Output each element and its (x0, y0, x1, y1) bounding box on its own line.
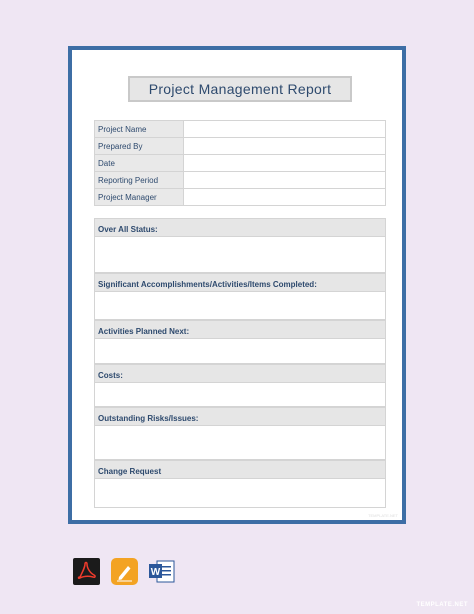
info-value-field[interactable] (184, 121, 386, 138)
info-label: Prepared By (95, 138, 184, 155)
section-heading: Significant Accomplishments/Activities/Items Completed: (94, 273, 386, 291)
section-activities-planned (94, 320, 386, 364)
page-title: Project Management Report (148, 81, 332, 97)
section-overall-status (94, 218, 386, 273)
section-input-area[interactable] (94, 478, 386, 508)
apple-pages-icon (111, 558, 138, 585)
microsoft-word-icon (148, 558, 176, 585)
info-label: Date (95, 155, 184, 172)
section-heading: Outstanding Risks/Issues: (94, 407, 386, 425)
section-input-area[interactable] (94, 382, 386, 407)
info-label: Reporting Period (95, 172, 184, 189)
info-value-field[interactable] (184, 138, 386, 155)
project-info-table (94, 120, 386, 206)
title-banner (128, 76, 352, 102)
info-row-date (95, 155, 386, 172)
microsoft-word-icon[interactable] (148, 558, 175, 585)
info-row-reporting-period (95, 172, 386, 189)
info-row-project-manager (95, 189, 386, 206)
section-heading: Activities Planned Next: (94, 320, 386, 338)
info-value-field[interactable] (184, 155, 386, 172)
info-row-project-name (95, 121, 386, 138)
brand-logo-text: TEMPLATE.NET (416, 602, 468, 608)
section-input-area[interactable] (94, 338, 386, 364)
report-document (68, 46, 406, 524)
section-heading: Change Request (94, 460, 386, 478)
info-value-field[interactable] (184, 189, 386, 206)
apple-pages-icon[interactable] (111, 558, 138, 585)
section-heading: Costs: (94, 364, 386, 382)
section-accomplishments (94, 273, 386, 320)
section-risks-issues (94, 407, 386, 460)
section-costs (94, 364, 386, 407)
section-heading: Over All Status: (94, 218, 386, 236)
info-label: Project Name (95, 121, 184, 138)
section-input-area[interactable] (94, 236, 386, 273)
info-value-field[interactable] (184, 172, 386, 189)
acrobat-pdf-icon (73, 558, 100, 585)
acrobat-pdf-icon[interactable] (73, 558, 100, 585)
document-watermark: TEMPLATE.NET (368, 513, 398, 518)
section-input-area[interactable] (94, 425, 386, 460)
section-change-request (94, 460, 386, 508)
info-label: Project Manager (95, 189, 184, 206)
info-row-prepared-by (95, 138, 386, 155)
svg-text:W: W (150, 567, 161, 578)
section-input-area[interactable] (94, 291, 386, 320)
